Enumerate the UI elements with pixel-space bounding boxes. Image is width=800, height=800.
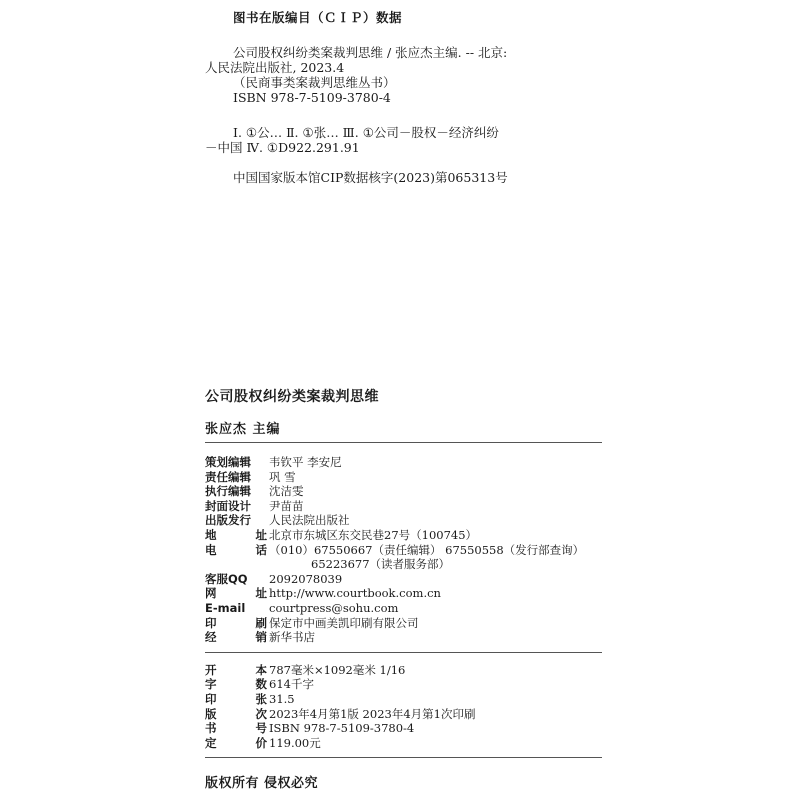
info-value: 保定市中画美凯印刷有限公司 (269, 615, 419, 630)
info-value: 巩 雪 (269, 469, 296, 484)
info-value: （010）67550667（责任编辑） 67550558（发行部查询） (269, 542, 585, 557)
info-row (205, 677, 602, 692)
info-row (205, 736, 602, 751)
info-value: 2023年4月第1版 2023年4月第1次印刷 (269, 706, 476, 721)
info-value: courtpress@sohu.com (269, 600, 399, 615)
info-label: 书 号 (205, 721, 267, 736)
info-row (205, 601, 602, 616)
info-label: 版 次 (205, 706, 267, 721)
info-row (205, 557, 602, 572)
info-value: http://www.courtbook.com.cn (269, 586, 441, 601)
info-row (205, 499, 602, 514)
info-value: 119.00元 (269, 735, 321, 750)
info-value: 787毫米×1092毫米 1/16 (269, 662, 406, 677)
info-value: ISBN 978-7-5109-3780-4 (269, 721, 415, 736)
info-label: 执行编辑 (205, 484, 251, 499)
info-row (205, 630, 602, 645)
info-value: 新华书店 (269, 630, 315, 645)
info-row (205, 663, 602, 678)
info-label: 出版发行 (205, 513, 251, 528)
info-label: 经 销 (205, 630, 267, 645)
info-label: E-mail (205, 600, 246, 615)
info-row (205, 484, 602, 499)
info-value: 韦钦平 李安尼 (269, 455, 342, 469)
info-label: 定 价 (205, 735, 267, 750)
info-label (205, 557, 267, 572)
info-row (205, 721, 602, 736)
info-value: 人民法院出版社 (269, 513, 350, 528)
info-label: 网 址 (205, 586, 267, 601)
specs-table (205, 663, 602, 751)
info-value: 北京市东城区东交民巷27号（100745） (269, 527, 478, 542)
info-label: 责任编辑 (205, 469, 251, 484)
info-row (205, 707, 602, 722)
info-row (205, 455, 602, 470)
cip-section (205, 10, 605, 185)
cip-entry-line2: 人民法院出版社, 2023.4 (205, 60, 345, 75)
info-row (205, 616, 602, 631)
colophon-section (205, 386, 602, 791)
info-value: 2092078039 (269, 571, 343, 586)
cip-title: 图书在版编目（ＣＩＰ）数据 (233, 10, 403, 25)
cip-series: （民商事类案裁判思维丛书） (233, 75, 396, 90)
cip-subjects (205, 125, 605, 155)
info-row (205, 586, 602, 601)
info-label: 字 数 (205, 677, 267, 692)
info-value: 614千字 (269, 677, 314, 692)
cip-subject-line1: Ⅰ. ①公… Ⅱ. ①张… Ⅲ. ①公司－股权－经济纠纷 (233, 125, 499, 140)
info-row (205, 692, 602, 707)
copyright-notice: 版权所有 侵权必究 (205, 776, 319, 792)
cip-subject-line2: －中国 Ⅳ. ①D922.291.91 (205, 140, 360, 155)
info-label: 封面设计 (205, 498, 251, 513)
info-label: 开 本 (205, 662, 267, 677)
cip-entry-line1: 公司股权纠纷类案裁判思维 / 张应杰主编. -- 北京: (233, 45, 508, 60)
info-label: 印 刷 (205, 615, 267, 630)
cip-isbn: ISBN 978-7-5109-3780-4 (233, 90, 391, 105)
info-row (205, 470, 602, 485)
info-row (205, 543, 602, 558)
cip-number: 中国国家版本馆CIP数据核字(2023)第065313号 (233, 170, 508, 185)
info-row (205, 528, 602, 543)
info-row (205, 572, 602, 587)
book-title: 公司股权纠纷类案裁判思维 (205, 389, 379, 405)
info-value: 尹苗苗 (269, 498, 304, 513)
cip-entry (205, 45, 605, 105)
info-label: 策划编辑 (205, 455, 251, 469)
info-value: 沈洁雯 (269, 484, 304, 499)
info-row (205, 513, 602, 528)
divider (205, 652, 602, 653)
info-value: 65223677（读者服务部） (311, 557, 451, 572)
publication-info-table (205, 455, 602, 645)
info-label: 电 话 (205, 542, 267, 557)
cip-number-block (205, 170, 605, 185)
divider (205, 757, 602, 758)
info-label: 地 址 (205, 527, 267, 542)
editor-line: 张应杰 主编 (205, 418, 602, 443)
info-label: 印 张 (205, 691, 267, 706)
info-label: 客服QQ (205, 571, 248, 586)
info-value: 31.5 (269, 691, 295, 706)
